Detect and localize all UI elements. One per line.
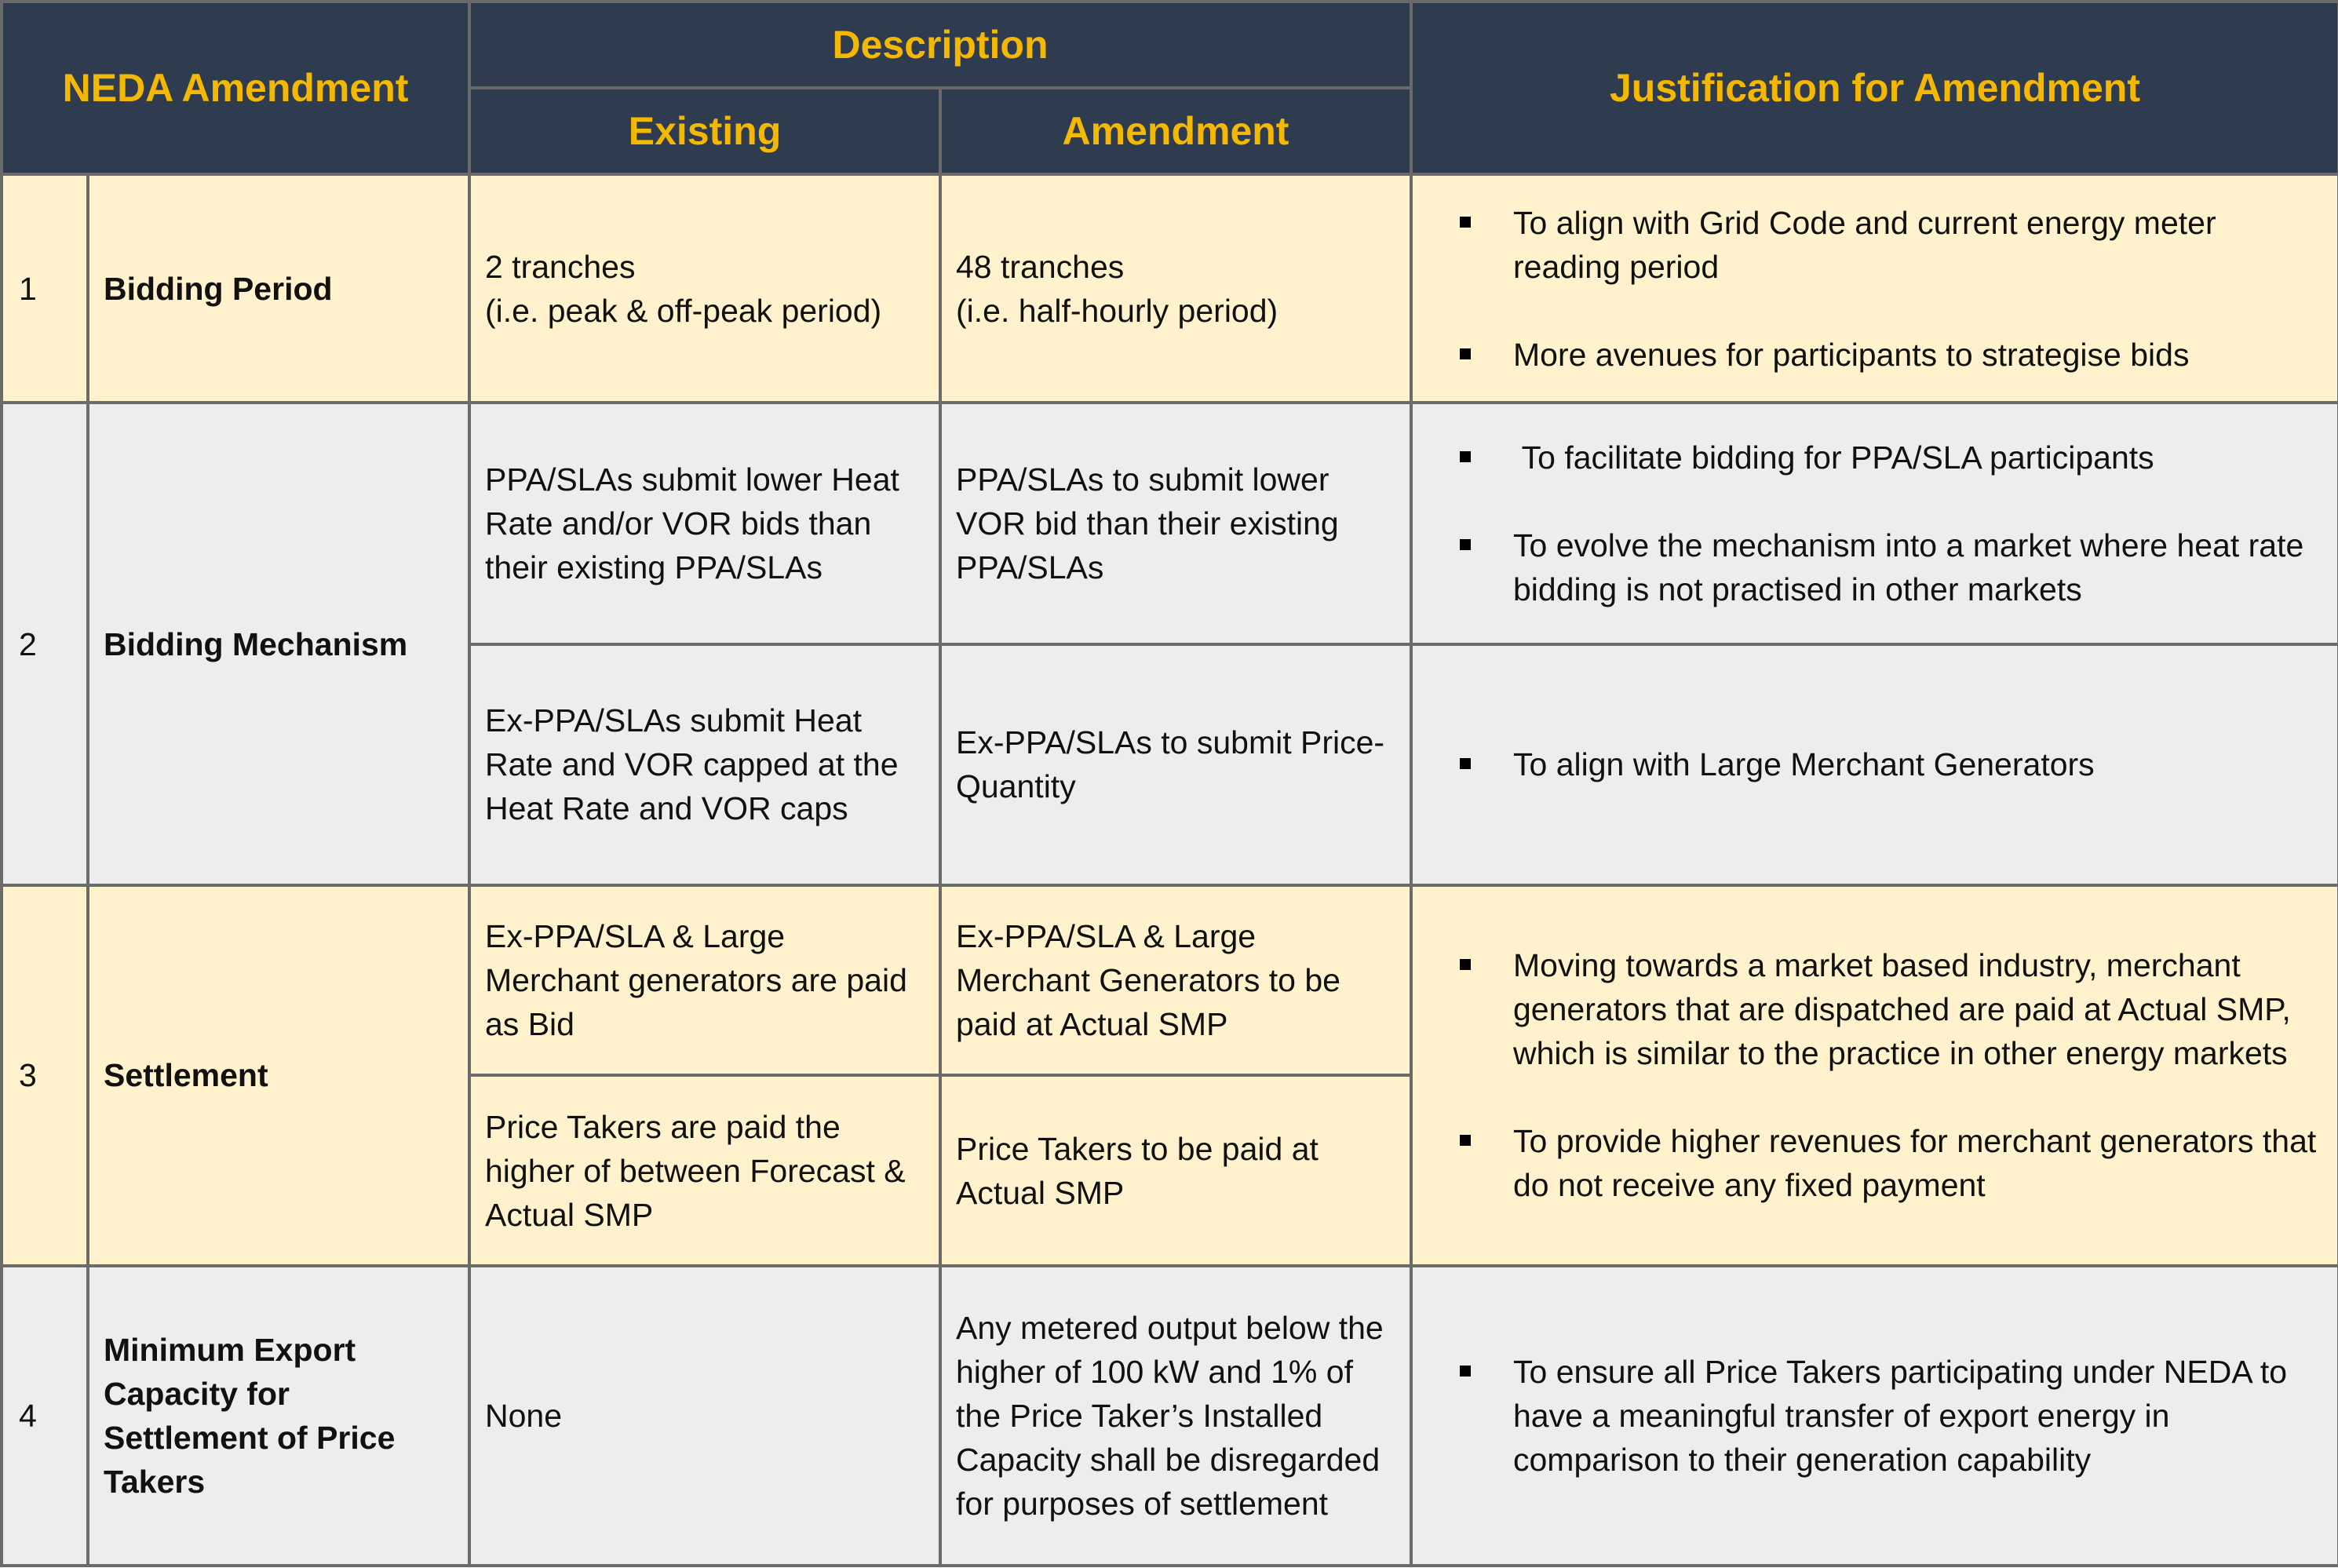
table-row [3,176,2337,401]
justification-list [1427,201,2323,377]
header-description: Description [471,3,1410,86]
justification-item: To evolve the mechanism into a market where heat rate bidding is not practised in other markets [1427,523,2323,611]
square-bullet-icon [1460,539,1471,550]
table-row [3,404,2337,642]
justification-item: More avenues for participants to strategise bids [1427,333,2323,377]
square-bullet-icon [1460,1366,1471,1377]
header-amendment: Amendment [942,89,1410,173]
header-existing: Existing [471,89,939,173]
amendment-cell: 48 tranches (i.e. half-hourly period) [942,176,1410,401]
row-title: Minimum Export Capacity for Settlement of Price Takers [89,1267,468,1564]
amendment-cell: PPA/SLAs to submit lower VOR bid than their existing PPA/SLAs [942,404,1410,642]
row-title: Bidding Mechanism [89,404,468,883]
existing-cell: Price Takers are paid the higher of between Forecast & Actual SMP [471,1077,939,1264]
row-number: 3 [3,887,86,1264]
square-bullet-icon [1460,1135,1471,1146]
justification-item: To align with Grid Code and current energy meter reading period [1427,201,2323,289]
existing-cell: None [471,1267,939,1564]
amendment-cell: Price Takers to be paid at Actual SMP [942,1077,1410,1264]
existing-cell: PPA/SLAs submit lower Heat Rate and/or VOR bids than their existing PPA/SLAs [471,404,939,642]
existing-cell: Ex-PPA/SLA & Large Merchant generators are paid as Bid [471,887,939,1074]
justification-item: To provide higher revenues for merchant generators that do not receive any fixed payment [1427,1119,2323,1207]
amendment-cell: Ex-PPA/SLAs to submit Price-Quantity [942,646,1410,884]
justification-item: To ensure all Price Takers participating under NEDA to have a meaningful transfer of export energy in comparison to their generation capability [1427,1350,2323,1482]
square-bullet-icon [1460,348,1471,359]
existing-cell: Ex-PPA/SLAs submit Heat Rate and VOR capped at the Heat Rate and VOR caps [471,646,939,884]
justification-cell [1413,646,2337,884]
header-neda-amendment: NEDA Amendment [3,3,468,173]
amendment-cell: Any metered output below the higher of 100 kW and 1% of the Price Taker’s Installed Capacity shall be disregarded for purposes of settlement [942,1267,1410,1564]
justification-list [1427,943,2323,1207]
justification-cell [1413,404,2337,642]
square-bullet-icon [1460,451,1471,462]
row-title: Settlement [89,887,468,1264]
justification-cell [1413,176,2337,401]
row-number: 4 [3,1267,86,1564]
justification-item: Moving towards a market based industry, merchant generators that are dispatched are paid at Actual SMP, which is similar to the practice in other energy markets [1427,943,2323,1075]
justification-cell [1413,887,2337,1264]
row-number: 2 [3,404,86,883]
square-bullet-icon [1460,959,1471,970]
justification-item: To align with Large Merchant Generators [1427,742,2323,786]
header-justification: Justification for Amendment [1413,3,2337,173]
table-row [3,887,2337,1074]
justification-list [1427,436,2323,611]
justification-list [1427,742,2323,786]
justification-list [1427,1350,2323,1482]
table-row [3,1267,2337,1564]
square-bullet-icon [1460,758,1471,769]
justification-item: To facilitate bidding for PPA/SLA participants [1427,436,2323,480]
justification-cell [1413,1267,2337,1564]
square-bullet-icon [1460,217,1471,228]
existing-cell: 2 tranches (i.e. peak & off-peak period) [471,176,939,401]
amendment-cell: Ex-PPA/SLA & Large Merchant Generators to be paid at Actual SMP [942,887,1410,1074]
row-number: 1 [3,176,86,401]
row-title: Bidding Period [89,176,468,401]
